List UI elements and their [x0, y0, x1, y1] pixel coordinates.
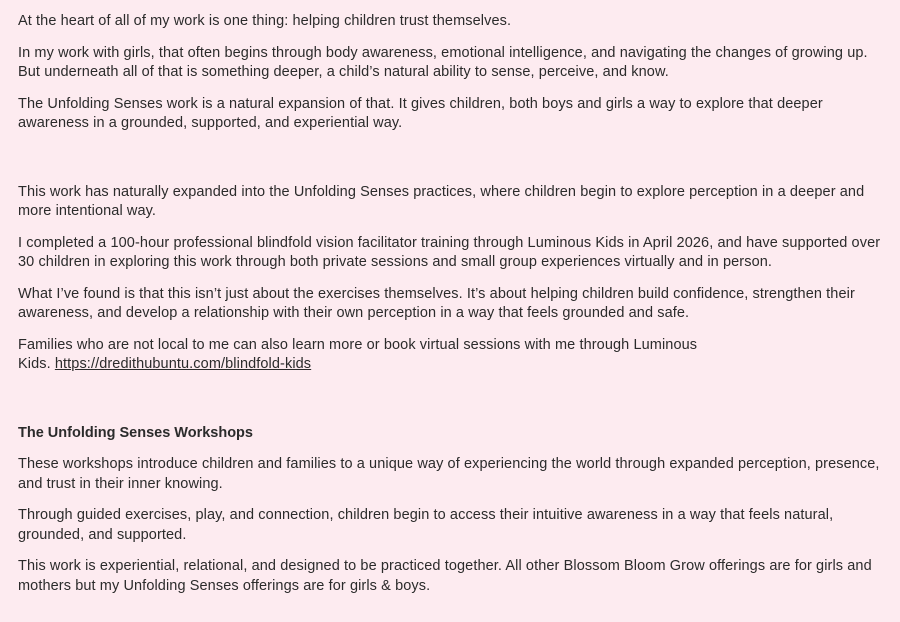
- intro-paragraph-2: In my work with girls, that often begins through body awareness, emotional intelligence, and navigating the changes of growing up. But underneath all of that is something deeper, a child’s natural ability to sense, perceive, and know.: [18, 44, 868, 80]
- workshops-paragraph-2: Through guided exercises, play, and connection, children begin to access their intuitive awareness in a way that feels natural, grounded, and supported.: [18, 507, 834, 543]
- workshops-heading: The Unfolding Senses Workshops: [18, 424, 253, 441]
- practices-paragraph-4-prefix: Kids.: [18, 356, 55, 372]
- practices-paragraph-2: I completed a 100-hour professional blindfold vision facilitator training through Luminous Kids in April 2026, and have supported over 30 children in exploring this work through both private sessions and small group experiences virtually and in person.: [18, 234, 881, 270]
- workshops-paragraph-3: This work is experiential, relational, and designed to be practiced together. All other Blossom Bloom Grow offerings are for girls and mothers but my Unfolding Senses offerings are for girls & boys.: [18, 558, 872, 594]
- practices-paragraph-4-line-1: Families who are not local to me can also learn more or book virtual sessions with me through Luminous: [18, 336, 698, 353]
- practices-paragraph-3: What I’ve found is that this isn’t just about the exercises themselves. It’s about helping children build confidence, strengthen their awareness, and develop a relationship with their own perception in a way that feels grounded and safe.: [18, 285, 855, 321]
- section-spacer: [18, 146, 882, 183]
- workshops-paragraph-1: These workshops introduce children and families to a unique way of experiencing the world through expanded perception, presence, and trust in their inner knowing.: [18, 456, 880, 492]
- section-spacer: [18, 387, 882, 424]
- practices-paragraph-4: [18, 336, 882, 375]
- practices-paragraph-1: This work has naturally expanded into the Unfolding Senses practices, where children begin to explore perception in a deeper and more intentional way.: [18, 183, 865, 219]
- blindfold-kids-link[interactable]: https://dredithubuntu.com/blindfold-kids: [54, 356, 312, 372]
- intro-paragraph-1: At the heart of all of my work is one thing: helping children trust themselves.: [18, 13, 512, 29]
- intro-paragraph-3: The Unfolding Senses work is a natural expansion of that. It gives children, both boys and girls a way to explore that deeper awareness in a grounded, supported, and experiential way.: [18, 95, 823, 131]
